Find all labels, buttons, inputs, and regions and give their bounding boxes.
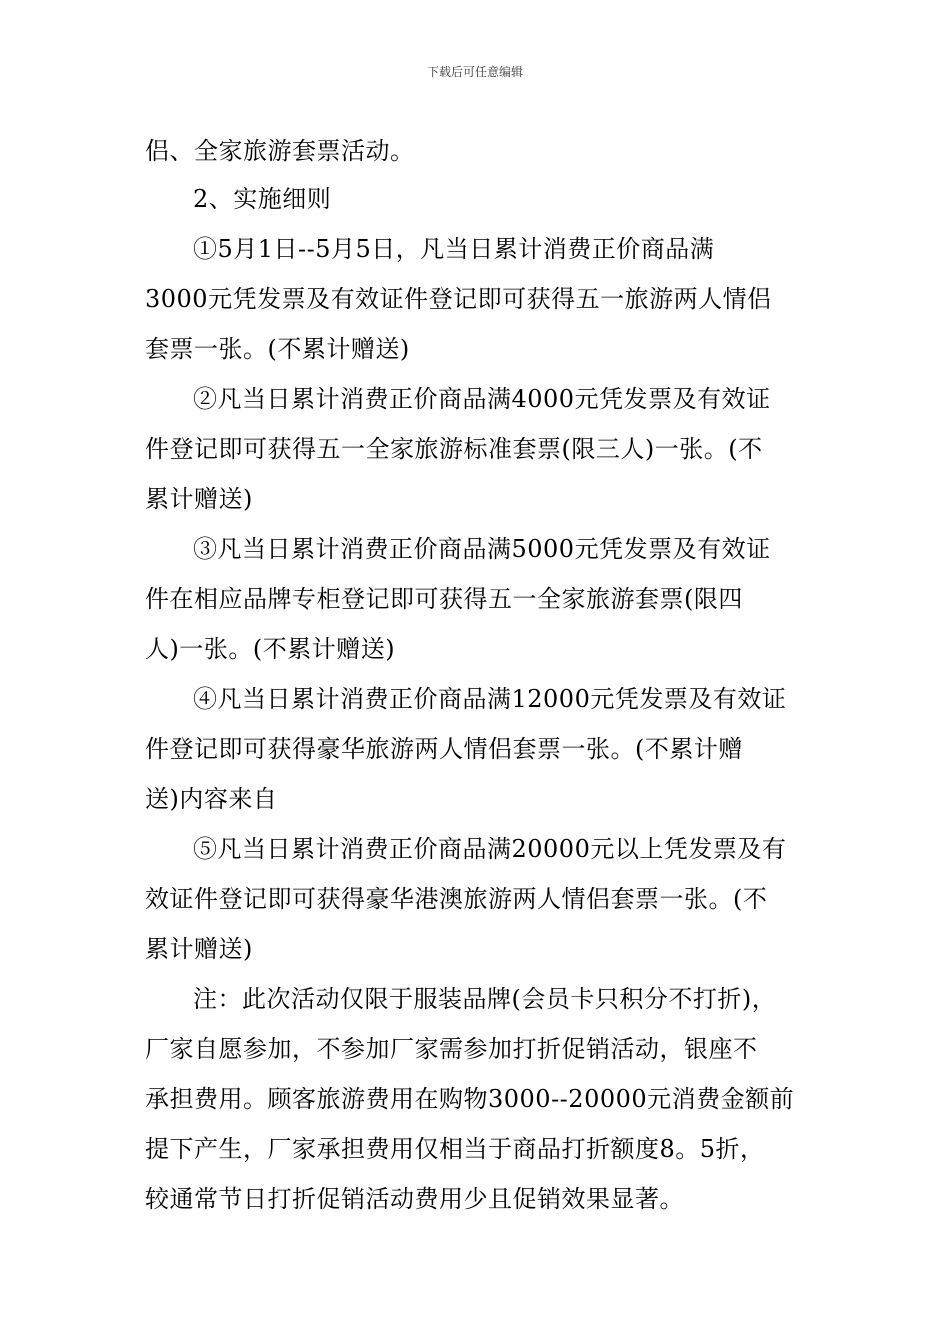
text-line: 效证件登记即可获得豪华港澳旅游两人情侣套票一张。(不 xyxy=(145,885,768,913)
text-line: ③凡当日累计消费正价商品满5000元凭发票及有效证 xyxy=(193,535,771,563)
section-heading: 2、实施细则 xyxy=(193,185,332,213)
text-line: 注：此次活动仅限于服装品牌(会员卡只积分不打折)， xyxy=(193,985,777,1013)
text-line: ⑤凡当日累计消费正价商品满20000元以上凭发票及有 xyxy=(193,835,787,863)
text-line: 累计赠送) xyxy=(145,935,253,963)
text-line: 件登记即可获得五一全家旅游标准套票(限三人)一张。(不 xyxy=(145,435,763,463)
text-line: 厂家自愿参加，不参加厂家需参加打折促销活动，银座不 xyxy=(145,1035,758,1063)
text-line: 件在相应品牌专柜登记即可获得五一全家旅游套票(限四 xyxy=(145,585,743,613)
text-line: 侣、全家旅游套票活动。 xyxy=(145,137,415,165)
text-line: 人)一张。(不累计赠送) xyxy=(145,635,396,663)
text-line: 累计赠送) xyxy=(145,485,253,513)
text-line: 件登记即可获得豪华旅游两人情侣套票一张。(不累计赠 xyxy=(145,735,743,763)
text-line: 较通常节日打折促销活动费用少且促销效果显著。 xyxy=(145,1185,684,1213)
page-header: 下载后可任意编辑 xyxy=(426,65,523,79)
text-line: 3000元凭发票及有效证件登记即可获得五一旅游两人情侣 xyxy=(145,285,772,313)
text-line: 套票一张。(不累计赠送) xyxy=(145,335,410,363)
text-line: 送)内容来自 xyxy=(145,785,278,813)
text-line: ②凡当日累计消费正价商品满4000元凭发票及有效证 xyxy=(193,385,771,413)
text-line: 承担费用。顾客旅游费用在购物3000--20000元消费金额前 xyxy=(145,1085,795,1113)
text-line: 提下产生，厂家承担费用仅相当于商品打折额度8。5折， xyxy=(145,1135,765,1163)
text-line: ④凡当日累计消费正价商品满12000元凭发票及有效证 xyxy=(193,685,787,713)
text-line: ①5月1日--5月5日，凡当日累计消费正价商品满 xyxy=(193,235,715,263)
